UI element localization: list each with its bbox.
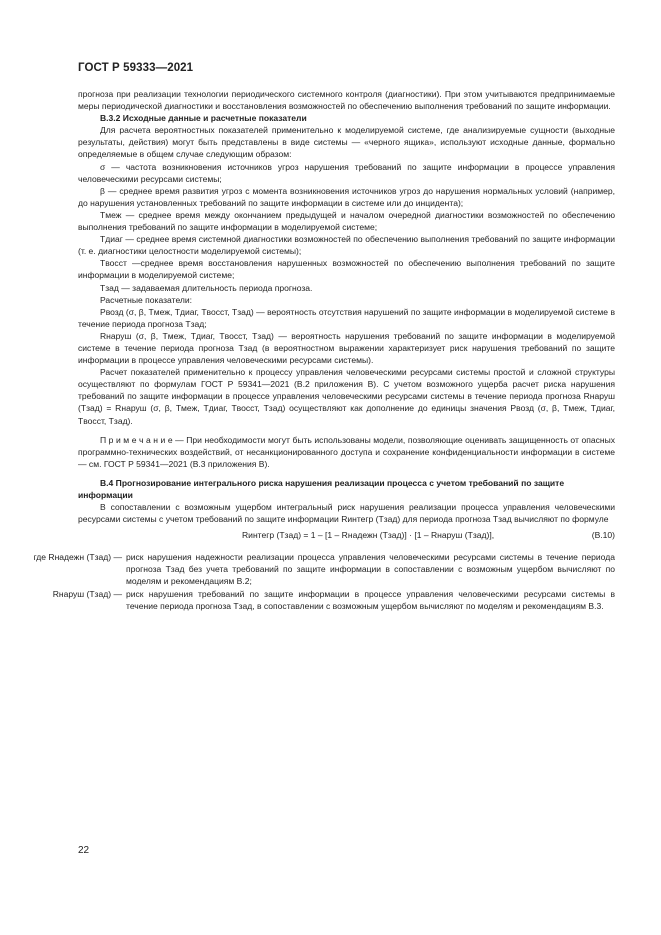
definition-term: Rнаруш (Tзад) — [52, 588, 122, 599]
definition-term: где Rнадежн (Tзад) — [33, 552, 122, 563]
paragraph: прогнозa при реализации технологии периодического системного контроля (диагностики). При этом учитываются предпринимаемые меры периодической диагностики и восстановления возможностей по обеспечению выполнения требований по защите информации. [78, 89, 615, 112]
note-label: П р и м е ч а н и е — [100, 434, 184, 445]
paragraph: В сопоставлении с возможным ущербом интегральный риск нарушения реализации процесса управления человеческими ресурсами системы с учетом требований по защите информации Rинтегр (Tзад) для периода прогноза Tзад вычисляют по формуле [78, 502, 615, 525]
definition-beta: β — среднее время развития угроз с момента возникновения источников угроз до нарушения нормальных условий (например, до нарушения установленных требований по защите информации в системе или до инцидента); [78, 185, 615, 208]
formula-number: (В.10) [591, 530, 615, 541]
formula-expression: Rинтегр (Tзад) = 1 – [1 – Rнадежн (Tзад)] · [1 – Rнаруш (Tзад)], [242, 530, 495, 541]
definition-r-narush [52, 588, 615, 612]
note-text: При необходимости могут быть использованы модели, позволяющие оценивать защищенность от опасных программно-технических воздействий, от несанкционированного доступа и сохранение конфиденциальности информации в системе — см. ГОСТ Р 59341—2021 (В.3 приложения В). [78, 434, 616, 469]
formula-b10 [78, 529, 615, 543]
section-heading: В.3.2 Исходные данные и расчетные показатели [100, 113, 307, 124]
definition-t-vosst: Tвосст —среднее время восстановления нарушенных возможностей по обеспечению выполнения требований по защите информации в моделируемой системе; [78, 258, 615, 281]
indicator-r-narush: Rнаруш (σ, β, Tмеж, Tдиаг, Tвосст, Tзад) — вероятность нарушения требований по защите информации в моделируемой системе в течение периода прогноза Tзад (в вероятностном выражении характеризует риск нарушения требований по защите информации в процессе управления человеческими ресурсами системы). [78, 330, 615, 366]
definition-sigma: σ — частота возникновения источников угроз нарушения требований по защите информации в процессе управления человеческими ресурсами системы; [78, 161, 615, 184]
definition-t-zad: Tзад — задаваемая длительность периода прогноза. [100, 282, 313, 293]
document-body [33, 88, 616, 612]
indicator-p-vozd: Pвозд (σ, β, Tмеж, Tдиаг, Tвосст, Tзад) — вероятность отсутствия нарушений по защите информации в моделируемой системе в течение периода прогноза Tзад; [78, 306, 615, 329]
page-number: 22 [78, 845, 90, 856]
paragraph: Расчет показателей применительно к процессу управления человеческими ресурсами системы простой и сложной структуры осуществляют по формулам ГОСТ Р 59341—2021 (В.2 приложения В). С учетом возможного ущерба расчет риска нарушения требований по защите информации в процессе управления человеческими ресурсами системы в течение периода прогноза Rнаруш (Tзад) = Rнаруш (σ, β, Tмеж, Tдиаг, Tвосст, Tзад) осуществляют как дополнение до единицы значения Pвозд (σ, β, Tмеж, Tдиаг, Tвосст, Tзад). [78, 367, 615, 426]
note [78, 434, 615, 470]
paragraph: Расчетные показатели: [100, 294, 193, 305]
section-heading: В.4 Прогнозирование интегрального риска нарушения реализации процесса с учетом требований по защите информации [78, 477, 565, 500]
definition-t-diag: Tдиаг — среднее время системной диагностики возможностей по обеспечению выполнения требований по защите информации (т. е. диагностики целостности моделируемой системы); [78, 234, 615, 257]
definition-t-mezh: Tмеж — среднее время между окончанием предыдущей и началом очередной диагностики возможностей по обеспечению выполнения требований по защите информации в моделируемой системе; [78, 209, 615, 233]
paragraph: Для расчета вероятностных показателей применительно к моделируемой системе, где анализируемые сущности (выходные результаты, действия) могут быть представлены в виде системы — «черного ящика», используют исходные данные, формально определяемые в общем случае следующим образом: [78, 125, 615, 160]
standard-header: ГОСТ Р 59333—2021 [78, 62, 194, 74]
definition-r-nadezhn [33, 551, 615, 587]
definition-text: риск нарушения требований по защите информации в процессе управления человеческими ресурсами системы в течение периода прогноза Tзад, в сопоставлении с возможным ущербом вычисляют по моделям и рекомендациям В.3. [126, 588, 615, 611]
definition-text: риск нарушения надежности реализации процесса управления человеческими ресурсами системы в течение периода прогноза Tзад без учета требований по защите информации в сопоставлении с возможным ущербом вычисляют по моделям и рекомендациям В.2; [126, 552, 615, 587]
